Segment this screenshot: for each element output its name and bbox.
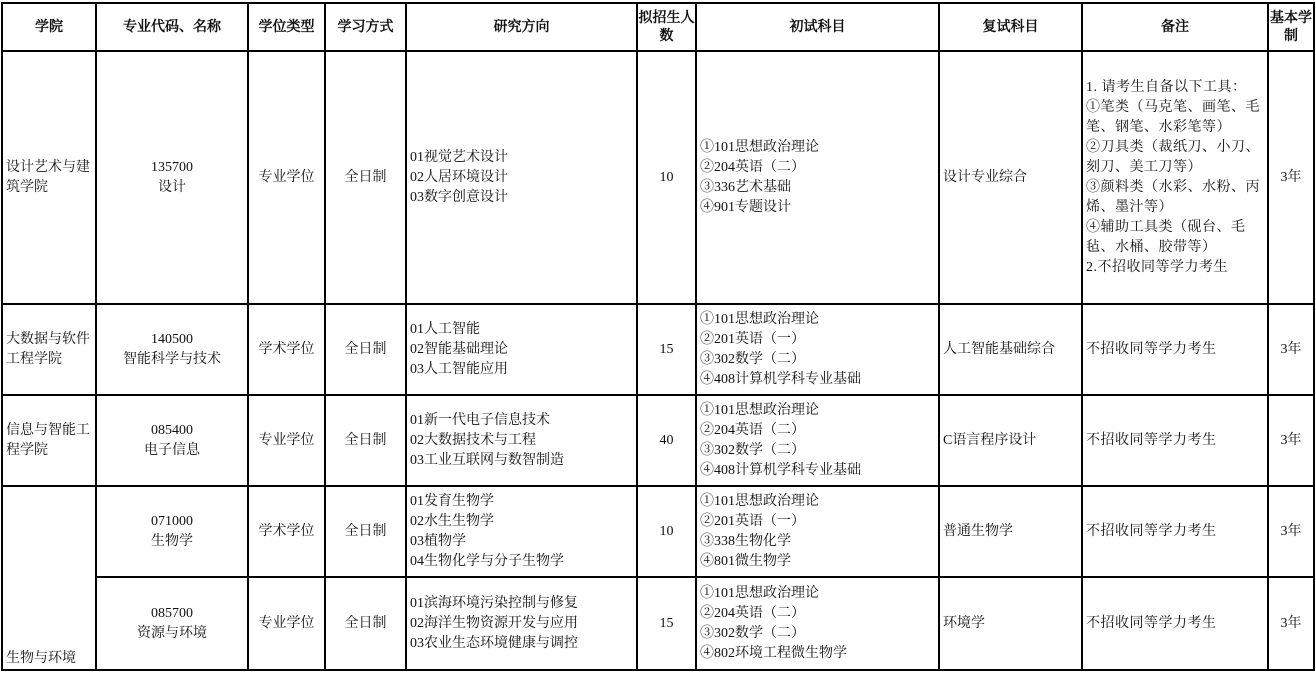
notes-cell-line: ①笔类（马克笔、画笔、毛笔、钢笔、水彩笔等） [1086, 99, 1260, 135]
major-major: 智能科学与技术 [123, 351, 221, 367]
research-directions-cell-line: 02智能基础理论 [410, 341, 508, 357]
notes-cell-line: 不招收同等学力考生 [1086, 615, 1217, 631]
exam-subjects-cell-line: ④408计算机学科专业基础 [700, 371, 861, 387]
exam-subjects-cell-line: ③338生物化学 [700, 533, 791, 549]
major-cell [96, 486, 248, 577]
major-major: 生物学 [151, 533, 193, 549]
table-row [2, 486, 1314, 577]
column-header: 备注 [1082, 3, 1268, 51]
study-mode-cell: 全日制 [325, 577, 406, 670]
quota-cell: 15 [637, 304, 696, 395]
research-directions-cell-line: 02海洋生物资源开发与应用 [410, 615, 578, 631]
exam-subjects-cell-line: ①101思想政治理论 [700, 585, 819, 601]
major-code: 085700 [151, 605, 193, 621]
quota-cell: 10 [637, 486, 696, 577]
college-cell: 设计艺术与建筑学院 [2, 51, 96, 304]
research-directions-cell-line: 01人工智能 [410, 321, 480, 337]
exam-subjects-cell-line: ③302数学（二） [700, 442, 805, 458]
table-row [2, 395, 1314, 486]
duration-cell: 3年 [1268, 486, 1314, 577]
column-header: 专业代码、名称 [96, 3, 248, 51]
notes-cell-line: 不招收同等学力考生 [1086, 523, 1217, 539]
retest-subject-cell: 普通生物学 [939, 486, 1082, 577]
retest-subject-cell: 设计专业综合 [939, 51, 1082, 304]
header-row [2, 3, 1314, 51]
quota-cell: 40 [637, 395, 696, 486]
college-cell: 生物与环境 [2, 486, 96, 670]
notes-cell-line: ③颜料类（水彩、水粉、丙烯、墨汁等） [1086, 179, 1260, 215]
research-directions-cell [406, 304, 637, 395]
table-row [2, 577, 1314, 670]
duration-cell: 3年 [1268, 577, 1314, 670]
research-directions-cell-line: 04生物化学与分子生物学 [410, 553, 564, 569]
study-mode-cell: 全日制 [325, 486, 406, 577]
notes-cell [1082, 51, 1268, 304]
column-header: 研究方向 [406, 3, 637, 51]
study-mode-cell: 全日制 [325, 395, 406, 486]
exam-subjects-cell-line: ①101思想政治理论 [700, 402, 819, 418]
exam-subjects-cell-line: ④801微生物学 [700, 553, 791, 569]
major-major: 资源与环境 [137, 625, 207, 641]
exam-subjects-cell [696, 486, 939, 577]
research-directions-cell [406, 577, 637, 670]
major-cell [96, 395, 248, 486]
notes-cell [1082, 486, 1268, 577]
quota-cell: 10 [637, 51, 696, 304]
major-cell [96, 577, 248, 670]
exam-subjects-cell-line: ④901专题设计 [700, 199, 791, 215]
research-directions-cell-line: 01发育生物学 [410, 493, 494, 509]
exam-subjects-cell-line: ③302数学（二） [700, 625, 805, 641]
notes-cell [1082, 395, 1268, 486]
college-cell: 信息与智能工程学院 [2, 395, 96, 486]
research-directions-cell [406, 51, 637, 304]
exam-subjects-cell-line: ①101思想政治理论 [700, 139, 819, 155]
column-header: 学位类型 [248, 3, 325, 51]
table-row [2, 304, 1314, 395]
exam-subjects-cell-line: ②204英语（二） [700, 605, 805, 621]
research-directions-cell-line: 03工业互联网与数智制造 [410, 452, 564, 468]
research-directions-cell-line: 03人工智能应用 [410, 361, 508, 377]
duration-cell: 3年 [1268, 304, 1314, 395]
major-major: 电子信息 [144, 442, 200, 458]
notes-cell-line: 2.不招收同等学力考生 [1086, 259, 1228, 275]
major-code: 140500 [151, 331, 193, 347]
quota-cell: 15 [637, 577, 696, 670]
notes-cell-line: 1. 请考生自备以下工具： [1086, 79, 1247, 95]
research-directions-cell-line: 03数字创意设计 [410, 189, 508, 205]
college-cell: 大数据与软件工程学院 [2, 304, 96, 395]
exam-subjects-cell [696, 304, 939, 395]
study-mode-cell: 全日制 [325, 304, 406, 395]
admissions-table [1, 2, 1315, 671]
degree-type-cell: 学术学位 [248, 486, 325, 577]
research-directions-cell-line: 02人居环境设计 [410, 169, 508, 185]
major-major: 设计 [158, 179, 186, 195]
degree-type-cell: 专业学位 [248, 51, 325, 304]
notes-cell-line: ④辅助工具类（砚台、毛毡、水桶、胶带等） [1086, 219, 1246, 255]
research-directions-cell [406, 395, 637, 486]
exam-subjects-cell-line: ④802环境工程微生物学 [700, 645, 847, 661]
degree-type-cell: 专业学位 [248, 395, 325, 486]
research-directions-cell-line: 02大数据技术与工程 [410, 432, 536, 448]
column-header: 拟招生人数 [637, 3, 696, 51]
research-directions-cell-line: 01新一代电子信息技术 [410, 412, 550, 428]
degree-type-cell: 学术学位 [248, 304, 325, 395]
column-header: 基本学制 [1268, 3, 1314, 51]
notes-cell [1082, 304, 1268, 395]
notes-cell [1082, 577, 1268, 670]
retest-subject-cell: 环境学 [939, 577, 1082, 670]
column-header: 初试科目 [696, 3, 939, 51]
retest-subject-cell: 人工智能基础综合 [939, 304, 1082, 395]
table-row [2, 51, 1314, 304]
notes-cell-line: ②刀具类（裁纸刀、小刀、刻刀、美工刀等） [1086, 139, 1260, 175]
research-directions-cell-line: 02水生生物学 [410, 513, 494, 529]
column-header: 学习方式 [325, 3, 406, 51]
exam-subjects-cell-line: ②201英语（一） [700, 513, 805, 529]
major-cell [96, 304, 248, 395]
exam-subjects-cell [696, 577, 939, 670]
exam-subjects-cell-line: ①101思想政治理论 [700, 311, 819, 327]
research-directions-cell-line: 03植物学 [410, 533, 466, 549]
exam-subjects-cell [696, 51, 939, 304]
exam-subjects-cell-line: ①101思想政治理论 [700, 493, 819, 509]
notes-cell-line: 不招收同等学力考生 [1086, 341, 1217, 357]
retest-subject-cell: C语言程序设计 [939, 395, 1082, 486]
duration-cell: 3年 [1268, 51, 1314, 304]
study-mode-cell: 全日制 [325, 51, 406, 304]
notes-cell-line: 不招收同等学力考生 [1086, 432, 1217, 448]
duration-cell: 3年 [1268, 395, 1314, 486]
column-header: 复试科目 [939, 3, 1082, 51]
exam-subjects-cell-line: ④408计算机学科专业基础 [700, 462, 861, 478]
major-code: 085400 [151, 422, 193, 438]
major-code: 071000 [151, 513, 193, 529]
degree-type-cell: 专业学位 [248, 577, 325, 670]
exam-subjects-cell-line: ②204英语（二） [700, 422, 805, 438]
column-header: 学院 [2, 3, 96, 51]
exam-subjects-cell-line: ②201英语（一） [700, 331, 805, 347]
research-directions-cell [406, 486, 637, 577]
exam-subjects-cell-line: ③302数学（二） [700, 351, 805, 367]
exam-subjects-cell-line: ②204英语（二） [700, 159, 805, 175]
exam-subjects-cell-line: ③336艺术基础 [700, 179, 791, 195]
exam-subjects-cell [696, 395, 939, 486]
research-directions-cell-line: 03农业生态环境健康与调控 [410, 635, 578, 651]
research-directions-cell-line: 01滨海环境污染控制与修复 [410, 595, 578, 611]
major-cell [96, 51, 248, 304]
major-code: 135700 [151, 159, 193, 175]
research-directions-cell-line: 01视觉艺术设计 [410, 149, 508, 165]
